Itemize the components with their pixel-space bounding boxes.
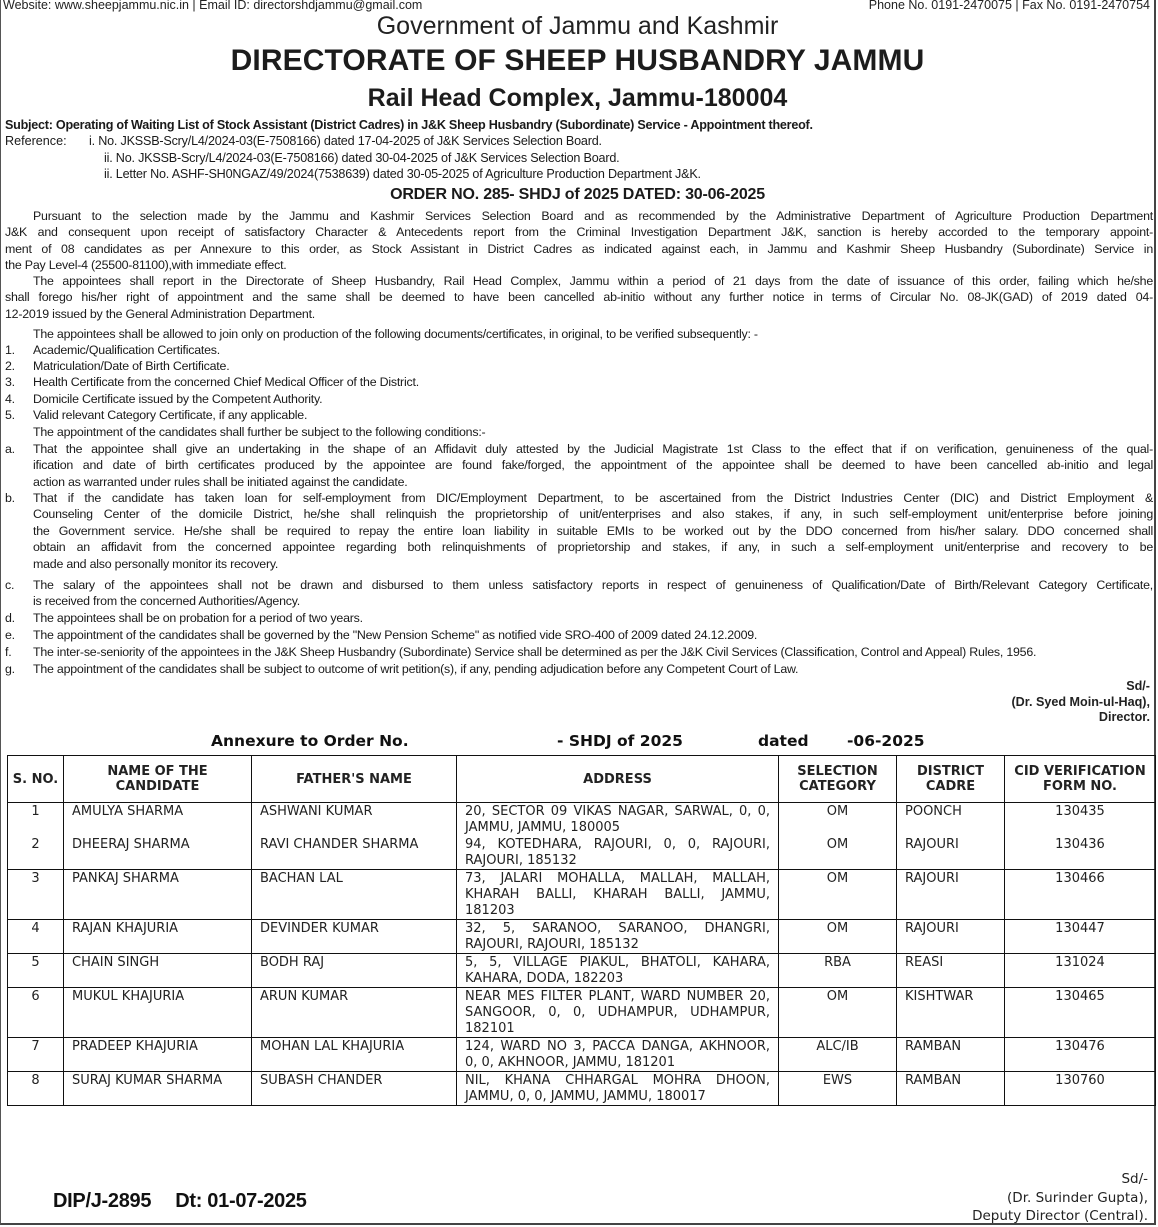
address-cell: 124, WARD NO 3, PACCA DANGA, AKHNOOR, 0, 0, AKHNOOR, JAMMU, 181201 bbox=[457, 1038, 779, 1072]
list-marker: 1. bbox=[5, 343, 15, 357]
text-line: obtain an affidavit from the concerned appointee regarding both relinquishments of proprietorship and stakes, if any, in such a self-employment unit/enterprise and recovery to be bbox=[33, 540, 1153, 555]
candidate-name-cell: MUKUL KHAJURIA bbox=[64, 988, 252, 1038]
candidate-name-cell: SURAJ KUMAR SHARMA bbox=[64, 1072, 252, 1106]
paragraph-documents-intro: The appointees shall be allowed to join only on production of the following documents/certificates, in original, to be verified subsequently: - bbox=[33, 327, 758, 341]
table-row bbox=[8, 920, 1156, 954]
column-header: CID VERIFICATION FORM NO. bbox=[1005, 756, 1156, 803]
column-header: DISTRICT CADRE bbox=[897, 756, 1005, 803]
text-line: The appointees shall be on probation for a period of two years. bbox=[33, 611, 363, 625]
paragraph-sanction bbox=[5, 208, 1153, 274]
paragraph-reporting bbox=[5, 273, 1153, 322]
dip-reference bbox=[53, 1190, 307, 1213]
father-name-cell: ARUN KUMAR bbox=[252, 988, 457, 1038]
text-line: 12-2019 issued by the General Administration Department. bbox=[5, 306, 316, 321]
reference-item: ii. Letter No. ASHF-SH0NGAZ/49/2024(7538639) dated 30-05-2025 of Agriculture Production Department J&K. bbox=[104, 167, 701, 181]
list-marker: 2. bbox=[5, 359, 15, 373]
signatory-name: (Dr. Surinder Gupta), bbox=[1007, 1189, 1148, 1206]
cid-form-number-cell: 130447 bbox=[1005, 920, 1156, 954]
text-line: The appointees shall report in the Directorate of Sheep Husbandry, Rail Head Complex, Jammu within a period of 21 days from the date of issuance of this order, failing which he/she bbox=[33, 274, 1153, 288]
phone-fax: Phone No. 0191-2470075 | Fax No. 0191-2470754 bbox=[868, 0, 1150, 12]
father-name-cell: MOHAN LAL KHAJURIA bbox=[252, 1038, 457, 1072]
selection-category-cell: OM bbox=[779, 836, 897, 870]
address-cell: NIL, KHANA CHHARGAL MOHRA DHOON, JAMMU, 0, 0, JAMMU, JAMMU, 180017 bbox=[457, 1072, 779, 1106]
director-signature bbox=[1011, 679, 1150, 726]
signatory-designation: Director. bbox=[1098, 710, 1150, 724]
text-line: shall forego his/her right of appointment and the same shall be deemed to have been cancelled ab-initio without any further notice in terms of Circular No. 08-JK(GAD) of 2019 dated 04- bbox=[5, 290, 1153, 305]
dip-date: Dt: 01-07-2025 bbox=[175, 1190, 307, 1212]
father-name-cell: BACHAN LAL bbox=[252, 870, 457, 920]
reference-item: i. No. JKSSB-Scry/L4/2024-03(E-7508166) dated 17-04-2025 of J&K Services Selection Board. bbox=[89, 134, 602, 148]
serial-number-cell: 8 bbox=[8, 1072, 64, 1106]
list-text: Valid relevant Category Certificate, if any applicable. bbox=[33, 408, 308, 422]
list-marker: f. bbox=[5, 645, 12, 659]
cid-form-number-cell: 130466 bbox=[1005, 870, 1156, 920]
deputy-director-signature bbox=[972, 1170, 1148, 1226]
cid-form-number-cell: 130760 bbox=[1005, 1072, 1156, 1106]
father-name-cell: RAVI CHANDER SHARMA bbox=[252, 836, 457, 870]
annexure-title bbox=[1, 732, 1158, 754]
paragraph-conditions-intro: The appointment of the candidates shall further be subject to the following conditions:- bbox=[33, 425, 486, 439]
column-header: SELECTION CATEGORY bbox=[779, 756, 897, 803]
selection-category-cell: OM bbox=[779, 988, 897, 1038]
list-text: Matriculation/Date of Birth Certificate. bbox=[33, 359, 230, 373]
serial-number-cell: 2 bbox=[8, 836, 64, 870]
column-header: NAME OF THE CANDIDATE bbox=[64, 756, 252, 803]
selection-category-cell: EWS bbox=[779, 1072, 897, 1106]
cid-form-number-cell: 130435 bbox=[1005, 803, 1156, 837]
signature-sd: Sd/- bbox=[1121, 1171, 1148, 1187]
annexure-title-part: Annexure to Order No. bbox=[211, 732, 409, 750]
district-cadre-cell: RAJOURI bbox=[897, 870, 1005, 920]
district-cadre-cell: RAJOURI bbox=[897, 920, 1005, 954]
reference-label: Reference: bbox=[5, 134, 67, 148]
district-cadre-cell: RAMBAN bbox=[897, 1072, 1005, 1106]
text-line: That if the candidate has taken loan for self-employment from DIC/Employment Department, to be ascertained from the District Industries Center (DIC) and District Employment & bbox=[33, 491, 1153, 505]
candidate-name-cell: DHEERAJ SHARMA bbox=[64, 836, 252, 870]
list-marker: 5. bbox=[5, 408, 15, 422]
serial-number-cell: 5 bbox=[8, 954, 64, 988]
text-line: made and also personally monitor its recovery. bbox=[33, 556, 279, 571]
dip-number: DIP/J-2895 bbox=[53, 1190, 152, 1212]
list-marker: e. bbox=[5, 628, 15, 642]
table-row bbox=[8, 1038, 1156, 1072]
candidate-name-cell: RAJAN KHAJURIA bbox=[64, 920, 252, 954]
signatory-designation: Deputy Director (Central). bbox=[972, 1208, 1148, 1224]
district-cadre-cell: RAMBAN bbox=[897, 1038, 1005, 1072]
order-number-title: ORDER NO. 285- SHDJ of 2025 DATED: 30-06-2025 bbox=[390, 186, 765, 203]
reference-item: ii. No. JKSSB-Scry/L4/2024-03(E-7508166) dated 30-04-2025 of J&K Services Selection Board. bbox=[104, 151, 620, 165]
address-cell: 94, KOTEDHARA, RAJOURI, 0, 0, RAJOURI, RAJOURI, 185132 bbox=[457, 836, 779, 870]
annexure-table bbox=[7, 755, 1156, 1106]
address-cell: 32, 5, SARANOO, SARANOO, DHANGRI, RAJOURI, RAJOURI, 185132 bbox=[457, 920, 779, 954]
government-title: Government of Jammu and Kashmir bbox=[376, 12, 779, 40]
district-cadre-cell: RAJOURI bbox=[897, 836, 1005, 870]
district-cadre-cell: KISHTWAR bbox=[897, 988, 1005, 1038]
signature-sd: Sd/- bbox=[1126, 679, 1150, 693]
table-row bbox=[8, 954, 1156, 988]
list-marker: b. bbox=[5, 491, 15, 505]
father-name-cell: DEVINDER KUMAR bbox=[252, 920, 457, 954]
annexure-title-part: - SHDJ of 2025 bbox=[557, 732, 683, 750]
address-cell: 20, SECTOR 09 VIKAS NAGAR, SARWAL, 0, 0, JAMMU, JAMMU, 180005 bbox=[457, 803, 779, 837]
selection-category-cell: OM bbox=[779, 870, 897, 920]
text-line: That the appointee shall give an undertaking in the shape of an Affidavit duly attested by the Judicial Magistrate 1st Class to the effect that if on verification, genuineness of the qual- bbox=[33, 442, 1153, 456]
subject-line: Subject: Operating of Waiting List of Stock Assistant (District Cadres) in J&K Sheep Husbandry (Subordinate) Service - Appointment thereof. bbox=[5, 118, 813, 132]
father-name-cell: SUBASH CHANDER bbox=[252, 1072, 457, 1106]
selection-category-cell: RBA bbox=[779, 954, 897, 988]
list-marker: c. bbox=[5, 578, 15, 592]
serial-number-cell: 6 bbox=[8, 988, 64, 1038]
table-header-row bbox=[8, 756, 1156, 803]
list-marker: 3. bbox=[5, 375, 15, 389]
serial-number-cell: 1 bbox=[8, 803, 64, 837]
cid-form-number-cell: 130436 bbox=[1005, 836, 1156, 870]
candidate-name-cell: PANKAJ SHARMA bbox=[64, 870, 252, 920]
text-line: J&K and consequent upon receipt of satisfactory Character & Antecedents report from the Criminal Investigation Department J&K, sanction is hereby accorded to the temporary appoint- bbox=[5, 225, 1153, 240]
text-line: the Pay Level-4 (25500-81100),with immediate effect. bbox=[5, 258, 287, 273]
serial-number-cell: 4 bbox=[8, 920, 64, 954]
list-text: Health Certificate from the concerned Chief Medical Officer of the District. bbox=[33, 375, 419, 389]
cid-form-number-cell: 130476 bbox=[1005, 1038, 1156, 1072]
text-line: The salary of the appointees shall not be drawn and disbursed to them unless satisfactory reports in respect of genuineness of Qualification/Date of Birth/Relevant Category Certificate, bbox=[33, 578, 1153, 592]
table-row bbox=[8, 870, 1156, 920]
selection-category-cell: ALC/IB bbox=[779, 1038, 897, 1072]
text-line: Pursuant to the selection made by the Jammu and Kashmir Services Selection Board and as recommended by the Administrative Department of Agriculture Production Department bbox=[33, 209, 1153, 223]
list-marker: a. bbox=[5, 442, 15, 456]
district-cadre-cell: POONCH bbox=[897, 803, 1005, 837]
table-row bbox=[8, 803, 1156, 837]
district-cadre-cell: REASI bbox=[897, 954, 1005, 988]
serial-number-cell: 7 bbox=[8, 1038, 64, 1072]
list-marker: g. bbox=[5, 662, 15, 676]
signatory-name: (Dr. Syed Moin-ul-Haq), bbox=[1011, 694, 1150, 709]
website-email: Website: www.sheepjammu.nic.in | Email ID: directorshdjammu@gmail.com bbox=[3, 0, 423, 12]
list-marker: 4. bbox=[5, 392, 15, 406]
candidate-name-cell: CHAIN SINGH bbox=[64, 954, 252, 988]
annexure-title-part: dated bbox=[758, 732, 809, 750]
cid-form-number-cell: 130465 bbox=[1005, 988, 1156, 1038]
text-line: is received from the concerned Authorities/Agency. bbox=[33, 594, 301, 609]
father-name-cell: BODH RAJ bbox=[252, 954, 457, 988]
address-cell: 5, 5, VILLAGE PIAKUL, BHATOLI, KAHARA, KAHARA, DODA, 182203 bbox=[457, 954, 779, 988]
selection-category-cell: OM bbox=[779, 920, 897, 954]
text-line: Counseling Center of the domicile District, he/she shall relinquish the proprietorship of unit/enterprises and also stakes, if any, in such self-employment unit/enterprise before joining bbox=[33, 507, 1153, 522]
text-line: the Government service. He/she shall be required to repay the entire loan liability in suitable EMIs to be worked out by the DDO concerned from his/her salary. DDO concerned shall bbox=[33, 523, 1153, 538]
address-cell: NEAR MES FILTER PLANT, WARD NUMBER 20, SANGOOR, 0, 0, UDHAMPUR, UDHAMPUR, 182101 bbox=[457, 988, 779, 1038]
candidate-name-cell: PRADEEP KHAJURIA bbox=[64, 1038, 252, 1072]
text-line: The appointment of the candidates shall be governed by the "New Pension Scheme" as notified vide SRO-400 of 2009 dated 24.12.2009. bbox=[33, 628, 758, 642]
text-line: The appointment of the candidates shall be subject to outcome of writ petition(s), if any, pending adjudication before any Competent Court of Law. bbox=[33, 662, 799, 676]
cid-form-number-cell: 131024 bbox=[1005, 954, 1156, 988]
column-header: FATHER'S NAME bbox=[252, 756, 457, 803]
column-header: ADDRESS bbox=[457, 756, 779, 803]
list-marker: d. bbox=[5, 611, 15, 625]
directorate-title: DIRECTORATE OF SHEEP HUSBANDRY JAMMU bbox=[230, 44, 925, 77]
directorate-address: Rail Head Complex, Jammu-180004 bbox=[367, 84, 788, 112]
serial-number-cell: 3 bbox=[8, 870, 64, 920]
text-line: ment of 08 candidates as per Annexure to this order, as Stock Assistant in District Cadres as indicated against each, in Jammu and Kashmir Sheep Husbandry (Subordinate) Service in bbox=[5, 241, 1153, 256]
list-text: Domicile Certificate issued by the Competent Authority. bbox=[33, 392, 323, 406]
text-line: The inter-se-seniority of the appointees in the J&K Sheep Husbandry (Subordinate) Service shall be determined as per the J&K Civil Services (Classification, Control and Appeal) Rules, 1956. bbox=[33, 645, 1037, 659]
table-row bbox=[8, 1072, 1156, 1106]
list-text: Academic/Qualification Certificates. bbox=[33, 343, 220, 357]
annexure-title-part: -06-2025 bbox=[847, 732, 925, 750]
address-cell: 73, JALARI MOHALLA, MALLAH, MALLAH, KHARAH BALLI, KHARAH BALLI, JAMMU, 181203 bbox=[457, 870, 779, 920]
table-row bbox=[8, 836, 1156, 870]
selection-category-cell: OM bbox=[779, 803, 897, 837]
candidate-name-cell: AMULYA SHARMA bbox=[64, 803, 252, 837]
father-name-cell: ASHWANI KUMAR bbox=[252, 803, 457, 837]
column-header: S. NO. bbox=[8, 756, 64, 803]
text-line: action as warranted under rules shall be initiated against the candidate. bbox=[33, 474, 408, 489]
text-line: ification and date of birth certificates produced by the appointee are found fake/forged, the appointment of the appointee shall be deemed to have been cancelled ab-initio and legal bbox=[33, 458, 1153, 473]
table-row bbox=[8, 988, 1156, 1038]
